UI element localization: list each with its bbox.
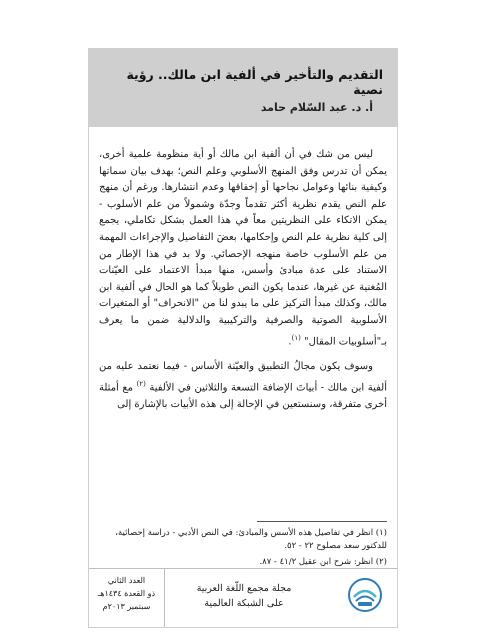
paragraph-2: [99, 359, 387, 413]
article-title: التقديم والتأخير في ألفية ابن مالك.. رؤية نصية: [126, 67, 383, 97]
paragraph-1: ليس من شك في أن ألفية ابن مالك أو أية منظومة علمية أخرى، يمكن أن تدرس وفق المنهج الأسلوبي وعلم النص؛ بهدف بيان سماتها وكيفية بنائها وعوامل نجاحها أو إخفاقها وعدم انتشارها. ورغم أن منهج علم النص يقدم نظرية أكثر تقدماً وجدّة وشمولاً من علم الأسلوب - يمكن الاتكاء على النظريتين معاً في هذا العمل بشكل تكاملي، يجمع إلى كلية نظرية علم النص وإحكامها، بعضَ التفاصيل والإجراءات المهمة من علم الأسلوب خاصة منهجه الإحصائي. ولا بد في هذا الإطار من الاستناد على عدة مبادئ وأسس، منها مبدأ الاعتماد على العيّنات المُغنية عن غيرها، عندما يكون النص طويلاً كما هو الحال في ألفية ابن مالك، وكذلك مبدأ التركيز على ما يبدو لنا من "الانحراف" أو المتغيرات الأسلوبية الصوتية والصرفية والتركيبية والدلالية ضمن ما يعرف بـ"أسلوبيات المقال" $^{(١)}$.: [99, 149, 387, 347]
academy-logo-icon: [347, 577, 383, 613]
issue-gregorian-date: سبتمبر ٢٠١٣م: [102, 602, 151, 611]
footnote-2: (٢) انظر: شرح ابن عقيل ٤١/٢ - ٨٧.: [259, 557, 387, 567]
footnote-divider: [257, 521, 387, 522]
footnotes: [99, 527, 387, 572]
journal-line-2: على الشبكة العالمية: [204, 598, 284, 609]
paragraph-2-text: وسوف يكون مجالُ التطبيق والعيّنة الأساس - فيما نعتمد عليه من ألفية ابن مالك - أبياتَ الإضافة التسعة والثلاثين في الألفية: [99, 361, 387, 394]
article-body: [99, 147, 387, 423]
journal-page: [88, 48, 398, 628]
journal-line-1: مجلة مجمع اللّغة العربية: [196, 583, 292, 594]
footnote-1: (١) انظر في تفاصيل هذه الأسس والمبادئ: في النص الأدبي - دراسة إحصائية، للدكتور سعد مصلوح ٢٢ - ٥٢.: [115, 528, 387, 551]
page-footer: [89, 568, 397, 627]
author-name: أ. د. عبد السّلام حامد: [260, 101, 373, 114]
article-header: [89, 49, 397, 127]
paragraph-1-text: ليس من شك في أن ألفية ابن مالك أو أية منظومة علمية أخرى، يمكن أن تدرس وفق المنهج الأسلوبي وعلم النص؛ بهدف بيان سماتها وكيفية بنائها وعوامل نجاحها أو إخفاقها وعدم انتشارها. ورغم أن منهج علم النص يقدم نظرية أكثر تقدماً وجدّة وشمولاً من علم الأسلوب - يمكن الاتكاء على النظريتين معاً في هذا العمل بشكل تكاملي، يجمع إلى كلية نظرية علم النص وإحكامها، بعضَ التفاصيل والإجراءات المهمة من علم الأسلوب خاصة منهجه الإحصائي. ولا بد في هذا الإطار من الاستناد على عدة مبادئ وأسس، منها مبدأ الاعتماد على العيّنات المُغنية عن غيرها، عندما يكون النص طويلاً كما هو الحال في ألفية ابن مالك، وكذلك مبدأ التركيز على ما يبدو لنا من "الانحراف" أو المتغيرات الأسلوبية الصوتية والصرفية والتركيبية والدلالية ضمن ما يعرف بـ"أسلوبيات المقال": [99, 149, 387, 347]
issue-info: [89, 569, 165, 627]
footnote-ref-1: (١): [291, 333, 301, 342]
journal-name: [169, 581, 319, 611]
paragraph-2-cont: مع أمثلة أخرى متفرقة، وسنستعين في الإحالة إلى هذه الأبيات بالإشارة إلى: [99, 382, 387, 410]
issue-hijri-date: ذو القعدة ١٤٣٤هـ: [97, 589, 156, 598]
footnote-ref-2: (٢): [136, 380, 146, 389]
issue-number: العدد الثاني: [107, 576, 146, 585]
